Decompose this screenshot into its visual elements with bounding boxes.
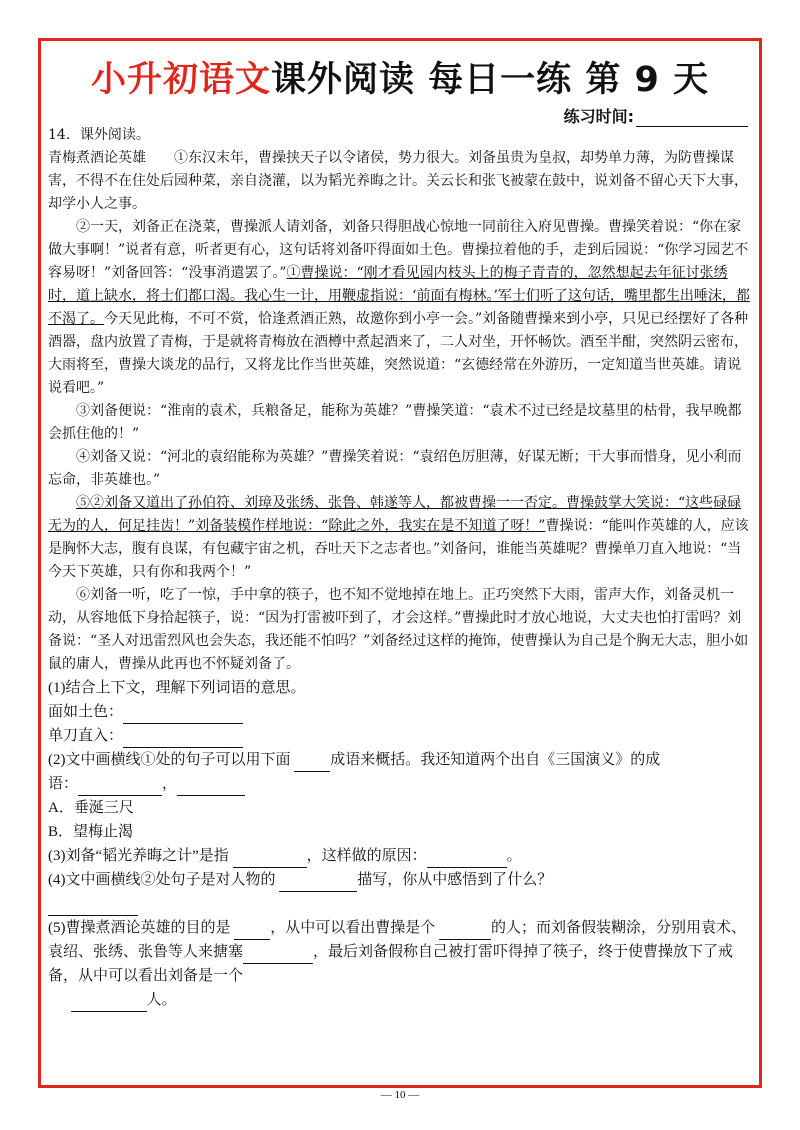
passage-paragraph-6: ⑥刘备一听，吃了一惊，手中拿的筷子，也不知不觉地掉在地上。正巧突然下大雨，雷声大作，刘备灵机一动，从容地低下身拾起筷子，说：“因为打雷被吓到了，才会这样。”曹操此时才放心地说，大丈夫也怕打雷吗？刘备说：“圣人对迅雷烈风也会失态，我还能不怕吗？”刘备经过这样的掩饰，使曹操认为自己是个胸无大志，胆小如鼠的庸人，曹操从此再也不怀疑刘备了。 — [48, 587, 749, 672]
passage-paragraph-5: ⑤②刘备又道出了孙伯符、刘璋及张绣、张鲁、韩遂等人，都被曹操一一否定。曹操鼓掌大笑说：“这些碌碌无为的人，何足挂齿！”刘备装模作样地说：“除此之外，我实在是不知道了呀！”曹操说：“能叫作英雄的人，应该是胸怀大志，腹有良谋，有包藏宇宙之机，吞吐天下之志者也。”刘备问，谁能当英雄呢？曹操单刀直入地说：“当今天下英雄，只有你和我两个！” — [48, 495, 749, 580]
question-2-cont: 语： ， — [48, 772, 754, 796]
title-highlight: 小升初语文 — [90, 60, 271, 100]
answer-blank[interactable] — [71, 996, 147, 1012]
answer-blank[interactable] — [279, 876, 357, 892]
question-5-cont: 人。 — [48, 988, 754, 1012]
answer-blank[interactable] — [48, 900, 138, 916]
question-2: (2)文中画横线①处的句子可以用下面 成语来概括。我还知道两个出自《三国演义》的成 — [48, 748, 754, 772]
underlined-sentence-1: ①曹操说：“刚才看见园内枝头上的梅子青青的，忽然想起去年征讨张绣时，道上缺水，将士们都口渴。我心生一计，用鞭虚指说：‘前面有梅林。’军士们听了这句话，嘴里都生出唾沫，都不渴了。 — [48, 265, 750, 327]
underlined-sentence-2: ⑤②刘备又道出了孙伯符、刘璋及张绣、张鲁、韩遂等人，都被曹操一一否定。曹操鼓掌大笑说：“这些碌碌无为的人，何足挂齿！”刘备装模作样地说：“除此之外，我实在是不知道了呀！” — [48, 495, 742, 534]
question-4: (4)文中画横线②处句子是对人物的 描写，你从中感悟到了什么？ — [48, 868, 754, 892]
section-heading: 14．课外阅读。 — [48, 127, 150, 143]
passage-paragraph-1: 青梅煮酒论英雄 ①东汉末年，曹操挟天子以令诸侯，势力很大。刘备虽贵为皇叔，却势单力薄，为防曹操谋害，不得不在住处后园种菜，亲自浇灌，以为韬光养晦之计。关云长和张飞被蒙在鼓中，说刘备不留心天下大事，却学小人之事。 — [48, 150, 748, 212]
question-5: (5)曹操煮酒论英雄的目的是 ，从中可以看出曹操是个 的人；而刘备假装糊涂，分别用袁术、袁绍、张绣、张鲁等人来搪塞 ，最后刘备假称自己被打雷吓得掉了筷子，终于使曹操放下了戒备，从中可以看出刘备是一个 — [48, 920, 747, 984]
question-4-answer — [48, 892, 754, 916]
page-title — [0, 52, 800, 102]
questions — [48, 676, 754, 1012]
worksheet-content — [48, 124, 754, 1012]
answer-blank[interactable] — [78, 780, 162, 796]
question-1a: 面如土色： — [48, 700, 754, 724]
title-rest: 课外阅读 每日一练 第 9 天 — [270, 60, 710, 100]
option-a: A．垂涎三尺 — [48, 800, 134, 816]
answer-blank[interactable] — [294, 756, 330, 772]
passage-title: 青梅煮酒论英雄 — [48, 150, 146, 166]
answer-blank[interactable] — [427, 852, 507, 868]
page-number: — 10 — — [380, 1089, 420, 1101]
passage-paragraph-2: ②一天，刘备正在浇菜，曹操派人请刘备，刘备只得胆战心惊地一同前往入府见曹操。曹操笑着说：“你在家做大事啊！”说者有意，听者更有心，这句话将刘备吓得面如土色。曹操拉着他的手，走到后园说：“你学习园艺不容易呀！”刘备回答：“没事消遣罢了。”①曹操说：“刚才看见园内枝头上的梅子青青的，忽然想起去年征讨张绣时，道上缺水，将士们都口渴。我心生一计，用鞭虚指说：‘前面有梅林。’军士们听了这句话，嘴里都生出唾沫，都不渴了。今天见此梅，不可不赏，恰逢煮酒正熟，故邀你到小亭一会。”刘备随曹操来到小亭，只见已经摆好了各种酒器，盘内放置了青梅，于是就将青梅放在酒樽中煮起酒来了，二人对坐，开怀畅饮。酒至半酣，突然阴云密布，大雨将至，曹操大谈龙的品行，又将龙比作当世英雄，突然说道：“玄德经常在外游历，一定知道当世英雄。请说说看吧。” — [48, 219, 750, 396]
question-1: (1)结合上下文，理解下列词语的意思。 — [48, 680, 306, 696]
answer-blank[interactable] — [439, 924, 491, 940]
question-1b: 单刀直入： — [48, 724, 754, 748]
answer-blank[interactable] — [123, 732, 243, 748]
answer-blank[interactable] — [234, 924, 270, 940]
option-b: B．望梅止渴 — [48, 824, 134, 840]
question-3: (3)刘备“韬光养晦之计”是指 ，这样做的原因： 。 — [48, 844, 754, 868]
answer-blank[interactable] — [177, 780, 245, 796]
answer-blank[interactable] — [243, 948, 313, 964]
answer-blank[interactable] — [233, 852, 307, 868]
passage-paragraph-3: ③刘备便说：“淮南的袁术，兵粮备足，能称为英雄？”曹操笑道：“袁术不过已经是坟墓里的枯骨，我早晚都会抓住他的！” — [48, 403, 742, 442]
practice-time-label: 练习时间: — [563, 107, 634, 126]
passage-paragraph-4: ④刘备又说：“河北的袁绍能称为英雄？”曹操笑着说：“袁绍色厉胆薄，好谋无断；干大事而惜身，见小利而忘命，非英雄也。” — [48, 449, 742, 488]
answer-blank[interactable] — [123, 708, 243, 724]
